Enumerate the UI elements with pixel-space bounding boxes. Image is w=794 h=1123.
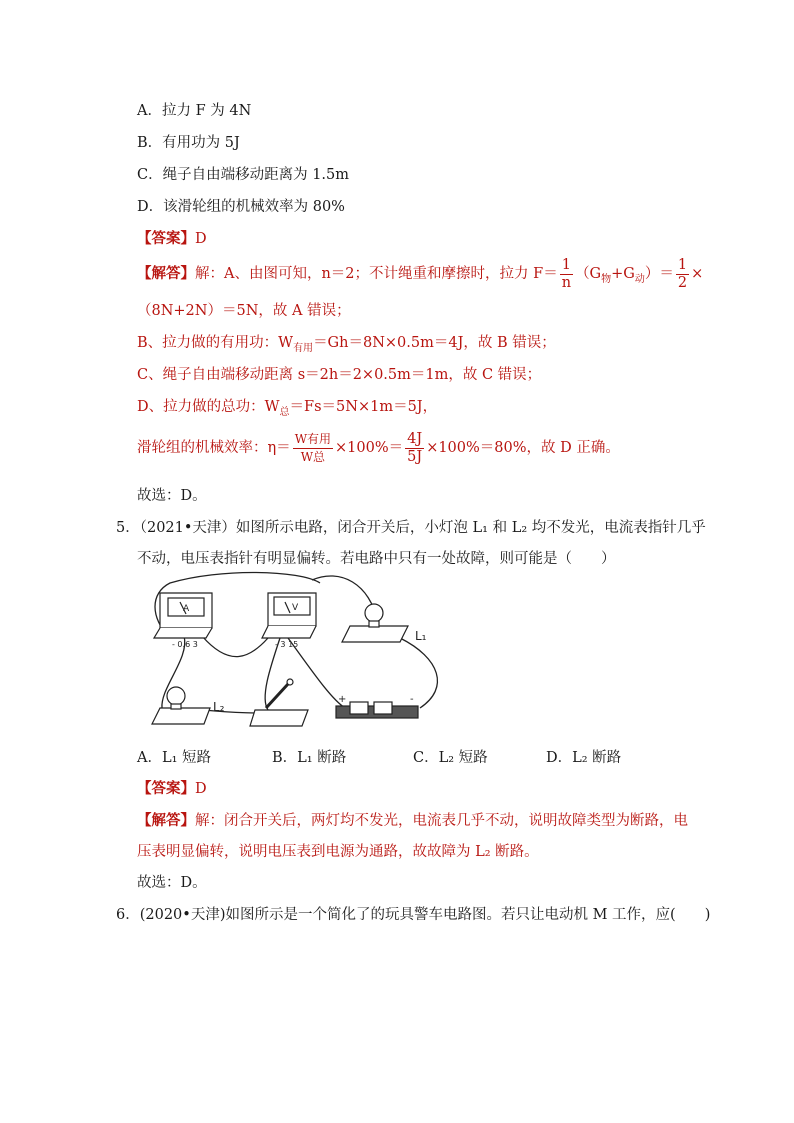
answer-value: D	[195, 781, 207, 797]
subscript: 动	[634, 273, 645, 285]
q4-analysis-line-3	[137, 333, 556, 359]
analysis-text: +G	[611, 266, 635, 282]
q4-option-d: D．该滑轮组的机械效率为 80%	[137, 199, 345, 215]
bulb-l2	[152, 687, 210, 724]
ammeter	[154, 593, 212, 638]
fraction-numerator: 4J	[407, 430, 423, 447]
q5-stem-line-2: 不动，电压表指针有明显偏转。若电路中只有一处故障，则可能是（ ）	[137, 551, 616, 567]
analysis-text: ）＝	[644, 266, 674, 282]
answer-tag: 【答案】	[137, 780, 195, 797]
battery-plus: +	[338, 694, 347, 705]
ammeter-terminals: - 0.6 3	[172, 640, 198, 649]
q4-answer	[137, 229, 207, 249]
analysis-tag: 【解答】	[137, 812, 195, 829]
analysis-text: 解：闭合开关后，两灯均不发光，电流表几乎不动，说明故障类型为断路，电	[195, 813, 688, 829]
fraction-denominator: W总	[300, 449, 326, 464]
q4-option-c: C．绳子自由端移动距离为 1.5m	[137, 167, 350, 183]
subscript: 物	[601, 273, 612, 285]
q5-option-b: B．L₁ 断路	[272, 750, 347, 766]
analysis-text: ×100%＝80%，故 D 正确。	[426, 440, 620, 456]
analysis-text: D、拉力做的总功：W	[137, 399, 280, 415]
voltmeter-letter: V	[292, 603, 299, 613]
ammeter-letter: A	[183, 604, 190, 614]
subscript: 总	[279, 406, 290, 418]
fraction-4j-5j	[405, 431, 424, 466]
wire	[202, 636, 268, 657]
q4-option-a: A．拉力 F 为 4N	[137, 103, 252, 119]
q4-choose: 故选：D。	[137, 488, 207, 504]
fraction-1-over-2	[676, 257, 689, 292]
bulb-l1-label: L₁	[415, 629, 427, 643]
analysis-text: 滑轮组的机械效率：η＝	[137, 440, 291, 456]
fraction-efficiency	[293, 431, 333, 466]
circuit-figure	[140, 558, 460, 740]
q5-option-a: A．L₁ 短路	[137, 750, 212, 766]
fraction-numerator: 1	[677, 256, 688, 273]
subscript: 有用	[293, 342, 314, 354]
q4-analysis-line-2: （8N+2N）＝5N，故 A 错误；	[137, 303, 351, 319]
q5-analysis-line-2: 压表明显偏转，说明电压表到电源为通路，故故障为 L₂ 断路。	[137, 844, 539, 860]
analysis-text: 解：A、由图可知，n＝2；不计绳重和摩擦时，拉力 F＝	[195, 266, 558, 282]
q4-analysis-line-5	[137, 397, 437, 423]
bulb-l1	[342, 604, 408, 642]
battery	[336, 702, 418, 718]
analysis-text: （G	[575, 266, 602, 282]
bulb-l2-label: L₂	[213, 700, 225, 714]
fraction-numerator: 1	[560, 257, 573, 275]
analysis-text: ＝Gh＝8N×0.5m＝4J，故 B 错误；	[313, 335, 556, 351]
fraction-1-over-n	[560, 257, 573, 292]
switch	[250, 679, 308, 726]
voltmeter	[262, 593, 316, 638]
analysis-text: ＝Fs＝5N×1m＝5J，	[289, 399, 438, 415]
analysis-text: B、拉力做的有用功：W	[137, 335, 294, 351]
voltmeter-terminals: - 3 15	[275, 640, 299, 649]
q5-stem-line-1: 5．（2021•天津）如图所示电路，闭合开关后，小灯泡 L₁ 和 L₂ 均不发光，电流表指针几乎	[116, 520, 706, 536]
wire	[400, 638, 437, 708]
q5-option-d: D．L₂ 断路	[546, 750, 622, 766]
fraction-denominator: n	[561, 274, 572, 291]
battery-minus: -	[410, 694, 414, 705]
q6-stem-line-1: 6．(2020•天津)如图所示是一个简化了的玩具警车电路图。若只让电动机 M 工作，应( )	[116, 907, 711, 923]
q5-choose: 故选：D。	[137, 875, 207, 891]
answer-value: D	[195, 231, 207, 247]
fraction-numerator: W有用	[293, 431, 333, 449]
q5-option-c: C．L₂ 短路	[413, 750, 488, 766]
fraction-denominator: 2	[677, 274, 688, 291]
fraction-denominator: 5J	[407, 448, 423, 465]
analysis-text: ×100%＝	[335, 440, 404, 456]
analysis-text: ×	[691, 266, 704, 282]
q5-analysis-line-1	[137, 811, 688, 831]
q4-analysis-line-4: C、绳子自由端移动距离 s＝2h＝2×0.5m＝1m，故 C 错误；	[137, 367, 542, 383]
answer-tag: 【答案】	[137, 230, 195, 247]
q4-analysis-line-1	[137, 256, 703, 298]
analysis-tag: 【解答】	[137, 265, 195, 282]
q4-option-b: B．有用功为 5J	[137, 135, 240, 151]
q5-answer	[137, 779, 207, 799]
q4-analysis-line-6	[137, 428, 620, 468]
